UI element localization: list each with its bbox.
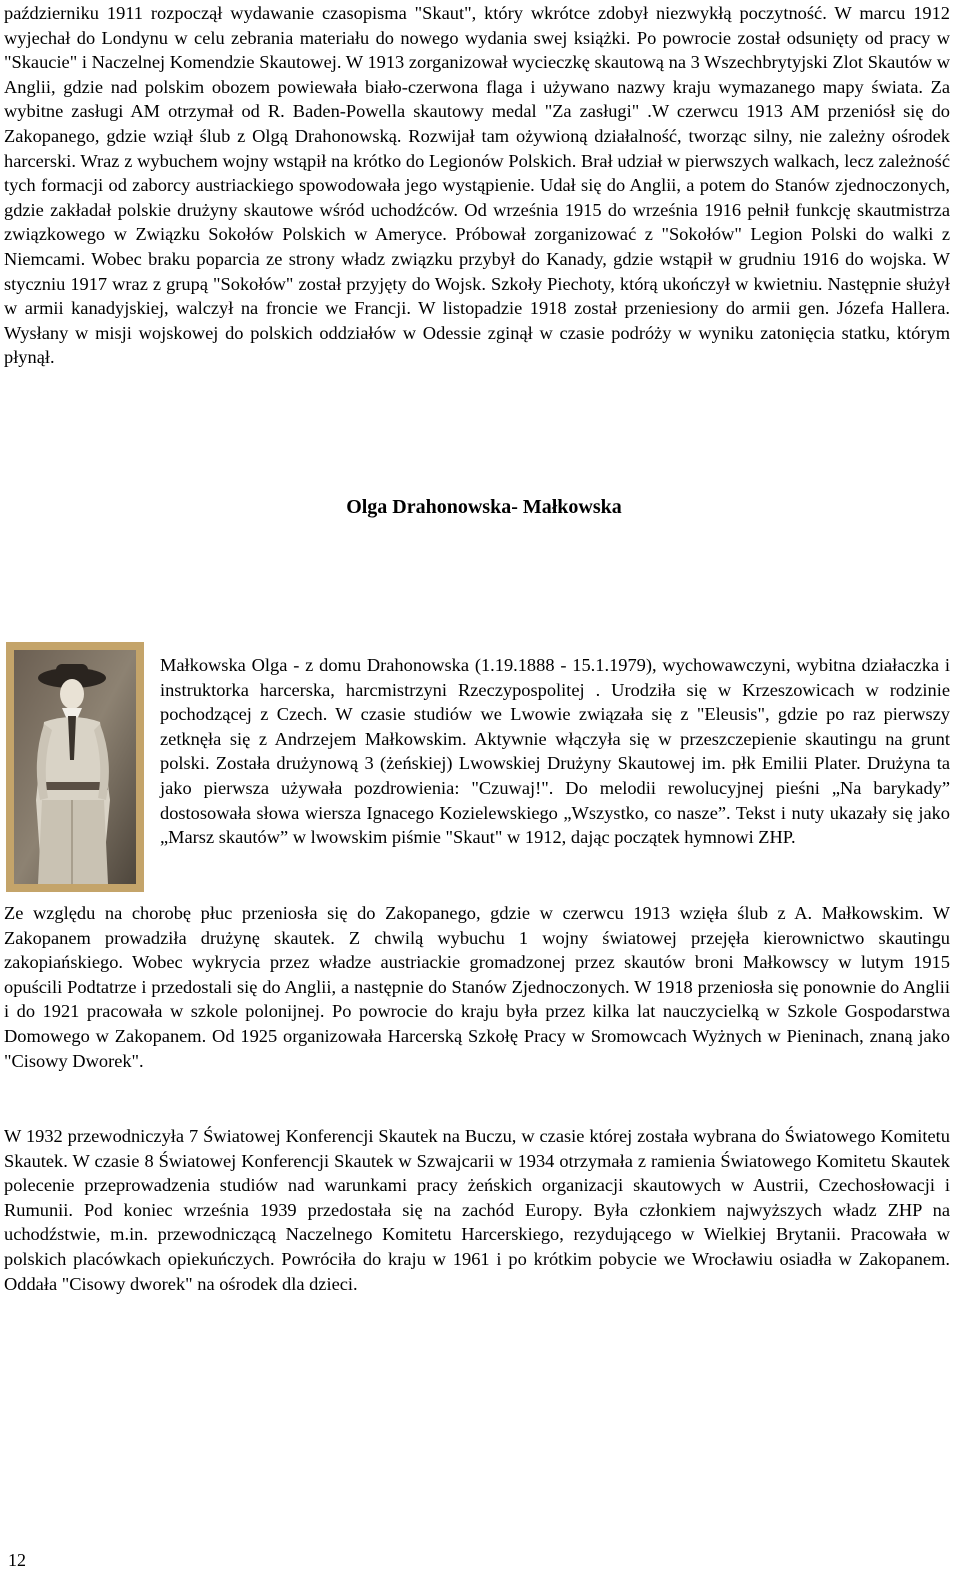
intro-paragraph: październiku 1911 rozpoczął wydawanie czasopisma "Skaut", który wkrótce zdobył niezwykłą poczytność. W marcu 1912 wyjechał do Londynu w celu zebrania materiału do nowego wydania swej książki. Po powrocie został odsunięty od pracy w "Skaucie" i Naczelnej Komendzie Skautowej. W 1913 zorganizował wycieczkę skautową na 3 Wszechbrytyjski Zlot Skautów w Anglii, gdzie nad polskim obozem powiewała biało-czerwona flaga i używano nazwy kraju wymazanego mapy świata. Za wybitne zasługi AM otrzymał od R. Baden-Powella skautowy medal "Za zasługi" .W czerwcu 1913 AM przeniósł się do Zakopanego, gdzie wziął ślub z Olgą Drahonowską. Rozwijał tam ożywioną działalność, tworząc silny, nie zależny ośrodek harcerski. Wraz z wybuchem wojny wstąpił na krótko do Legionów Polskich. Brał udział w pierwszych walkach, lecz zależność tych formacji od zaborcy austriackiego spowodowała jego wystąpienie. Udał się do Anglii, a potem do Stanów zjednoczonych, gdzie zakładał polskie drużyny skautowe wśród uchodźców. Od września 1915 do września 1916 pełnił funkcję skautmistrza związkowego w Związku Sokołów Polskich w Ameryce. Próbował zorganizować z "Sokołów" Legion Polski do walki z Niemcami. Wobec braku poparcia ze strony władz związku przybył do Kanady, gdzie wstąpił w grudniu 1916 do wojska. W styczniu 1917 wraz z grupą "Sokołów" został przyjęty do Wojsk. Szkoły Piechoty, którą ukończył w kwietniu. Następnie służył w armii kanadyjskiej, walczył na froncie we Francji. W listopadzie 1918 został przeniesiony do armii gen. Józefa Hallera. Wysłany w misji wojskowej do polskich oddziałów w Odessie zginął w czasie podróży w wyniku zatonięcia statku, którym płynął. <box>4 3 950 368</box>
section-heading: Olga Drahonowska- Małkowska <box>346 496 622 518</box>
portrait-photo <box>6 642 144 892</box>
page-number: 12 <box>8 1550 26 1570</box>
bio-body-paragraph-2: W 1932 przewodniczyła 7 Światowej Konferencji Skautek na Buczu, w czasie której została wybrana do Światowego Komitetu Skautek. W czasie 8 Światowej Konferencji Skautek w Szwajcarii w 1934 otrzymała z ramienia Światowego Komitetu Skautek polecenie przeprowadzenia studiów nad warunkami pracy żeńskich organizacji skautowych w Austrii, Czechosłowacji i Rumunii. Pod koniec września 1939 przedostała się na zachód Europy. Była członkiem najwyższych władz ZHP na uchodźstwie, m.in. przewodniczącą Naczelnego Komitetu Harcerskiego, rezydującego w Wielkiej Brytanii. Pracowała w polskich placówkach opiekuńczych. Powróciła do kraju w 1961 i po krótkim pobycie we Wrocławiu osiadła w Zakopanem. Oddała "Cisowy dworek" na ośrodek dla dzieci. <box>4 1126 950 1294</box>
bio-intro-paragraph: Małkowska Olga - z domu Drahonowska (1.19.1888 - 15.1.1979), wychowawczyni, wybitna działaczka i instruktorka harcerska, harcmistrzyni Rzeczypospolitej . Urodziła się w Krzeszowicach w rodzinie pochodzącej z Czech. W czasie studiów we Lwowie związała się z "Eleusis", gdzie po raz pierwszy zetknęła się z Andrzejem Małkowskim. Aktywnie włączyła się w przeszczepienie skautingu na grunt polski. Została drużynową 3 (żeńskiej) Lwowskiej Drużyny Skautowej im. płk Emilii Plater. Drużyna ta jako pierwsza używała pozdrowienia: "Czuwaj!". Do melodii rewolucyjnej pieśni „Na barykady” dostosowała słowa wiersza Ignacego Kozielewskiego „Wszystko, co nasze”. Tekst i nuty ukazały się jako „Marsz skautów” w lwowskim piśmie "Skaut" w 1912, dając początek hymnowi ZHP. <box>160 655 950 848</box>
bio-body-paragraph-1: Ze względu na chorobę płuc przeniosła się do Zakopanego, gdzie w czerwcu 1913 wzięła ślub z A. Małkowskim. W Zakopanem prowadziła drużynę skautek. Z chwilą wybuchu 1 wojny światowej przejęła kierownictwo skautingu zakopiańskiego. Wobec wykrycia przez władze austriackie gromadzonej przez skautów broni Małkowscy w lutym 1915 opuścili Podtatrze i przedostali się do Anglii, a następnie do Stanów Zjednoczonych. W 1918 przeniosła się ponownie do Anglii i do 1921 pracowała w szkole polonijnej. Po powrocie do kraju była przez kilka lat nauczycielką w Szkole Gospodarstwa Domowego w Zakopanem. Od 1925 organizowała Harcerską Szkołę Pracy w Sromowcach Wyżnych w Pieninach, znaną jako "Cisowy Dworek". <box>4 903 950 1071</box>
portrait-photo-icon <box>14 650 136 884</box>
